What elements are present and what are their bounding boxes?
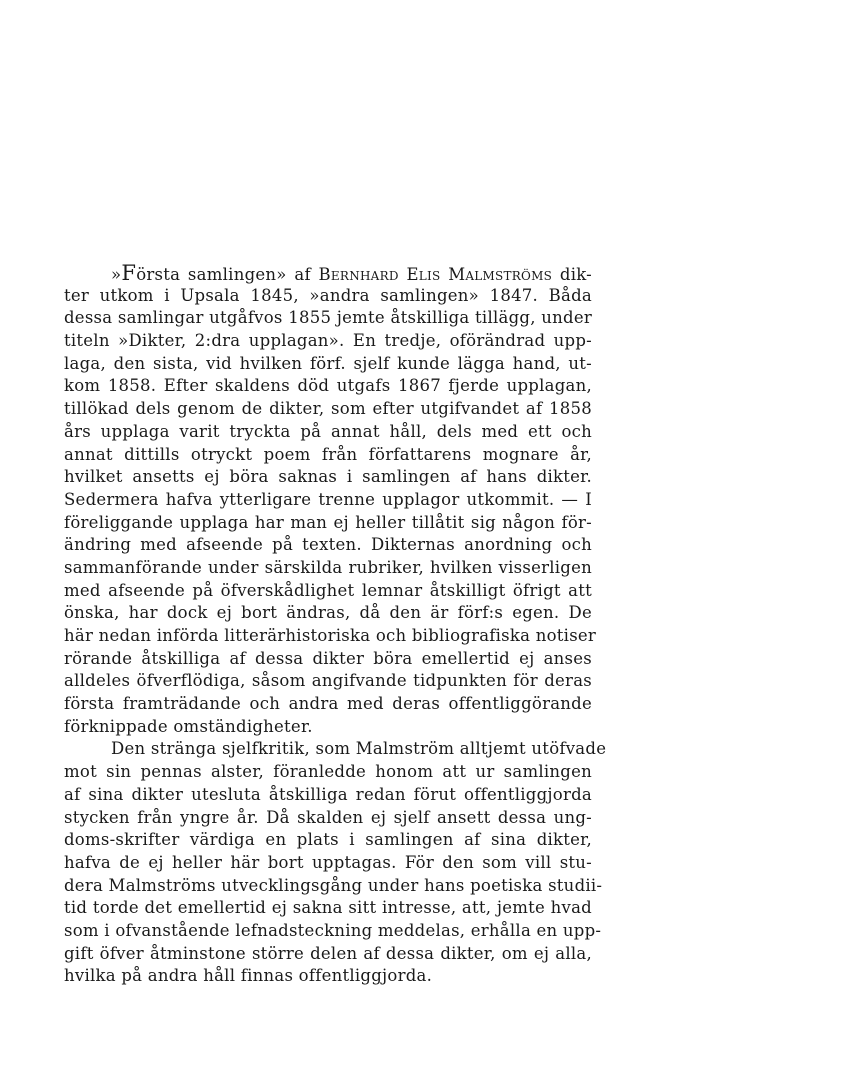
text-line: doms-skrifter värdiga en plats i samlingen af sina dikter,	[64, 830, 592, 850]
paragraph-1	[64, 261, 597, 738]
text-line: hvilket ansetts ej böra saknas i samlingen af hans dikter.	[64, 467, 592, 487]
text-line: alldeles öfverflödiga, såsom angifvande tidpunkten för deras	[64, 671, 592, 691]
text-line: års upplaga varit tryckta på annat håll, dels med ett och	[64, 421, 592, 441]
text-line: som i ofvanstående lefnadsteckning meddelas, erhålla en upp-	[64, 920, 602, 940]
opening-quote: »	[111, 265, 122, 284]
text-line: rörande åtskilliga af dessa dikter böra emellertid ej anses	[64, 648, 592, 668]
text-line: föreliggande upplaga har man ej heller tillåtit sig någon för-	[64, 512, 592, 532]
text-line: ändring med afseende på texten. Dikternas anordning och	[64, 535, 592, 555]
text-line: dessa samlingar utgåfvos 1855 jemte åtskilliga tillägg, under	[64, 308, 592, 328]
text-line: sammanförande under särskilda rubriker, hvilken visserligen	[64, 557, 592, 577]
text-line: ter utkom i Upsala 1845, »andra samlingen» 1847. Båda	[64, 285, 592, 305]
text-line: laga, den sista, vid hvilken förf. sjelf kunde lägga hand, ut-	[64, 353, 592, 373]
text-line: förknippade omständigheter.	[64, 716, 313, 736]
text-line: önska, har dock ej bort ändras, då den är förf:s egen. De	[64, 603, 592, 623]
text-line: Sedermera hafva ytterligare trenne upplagor utkommit. — I	[64, 489, 592, 509]
text-line: mot sin pennas alster, föranledde honom att ur samlingen	[64, 762, 592, 782]
text-line: Den stränga sjelfkritik, som Malmström alltjemt utöfvade	[111, 739, 607, 759]
body-text	[64, 261, 607, 988]
paragraph-1-line-1-text: örsta samlingen» af	[136, 265, 319, 284]
text-line: annat dittills otryckt poem från författarens mognare år,	[64, 444, 592, 464]
author-name: Bernhard Elis Malmströms	[318, 265, 553, 284]
paragraph-2	[64, 738, 607, 988]
text-line: gift öfver åtminstone större delen af dessa dikter, om ej alla,	[64, 943, 592, 963]
text-line: hafva de ej heller här bort upptagas. För den som vill stu-	[64, 852, 592, 872]
text-line: med afseende på öfverskådlighet lemnar åtskilligt öfrigt att	[64, 580, 592, 600]
text-line: tillökad dels genom de dikter, som efter utgifvandet af 1858	[64, 399, 592, 419]
text-line: hvilka på andra håll finnas offentliggjorda.	[64, 966, 433, 986]
text-line: stycken från yngre år. Då skalden ej sjelf ansett dessa ung-	[64, 807, 592, 827]
paragraph-1-line-1	[64, 262, 592, 285]
text-line: tid torde det emellertid ej sakna sitt intresse, att, jemte hvad	[64, 898, 592, 918]
text-line: här nedan införda litterärhistoriska och bibliografiska notiser	[64, 626, 597, 645]
text-line: titeln »Dikter, 2:dra upplagan». En tredje, oförändrad upp-	[64, 331, 592, 351]
text-line: kom 1858. Efter skaldens död utgafs 1867 fjerde upplagan,	[64, 376, 592, 396]
text-line: dera Malmströms utvecklingsgång under hans poetiska studii-	[64, 875, 603, 895]
text-line: första framträdande och andra med deras offentliggörande	[64, 694, 592, 714]
initial-letter: F	[121, 261, 137, 285]
paragraph-1-line-1-end: dik-	[552, 265, 593, 284]
text-line: af sina dikter utesluta åtskilliga redan förut offentliggjorda	[64, 784, 592, 804]
